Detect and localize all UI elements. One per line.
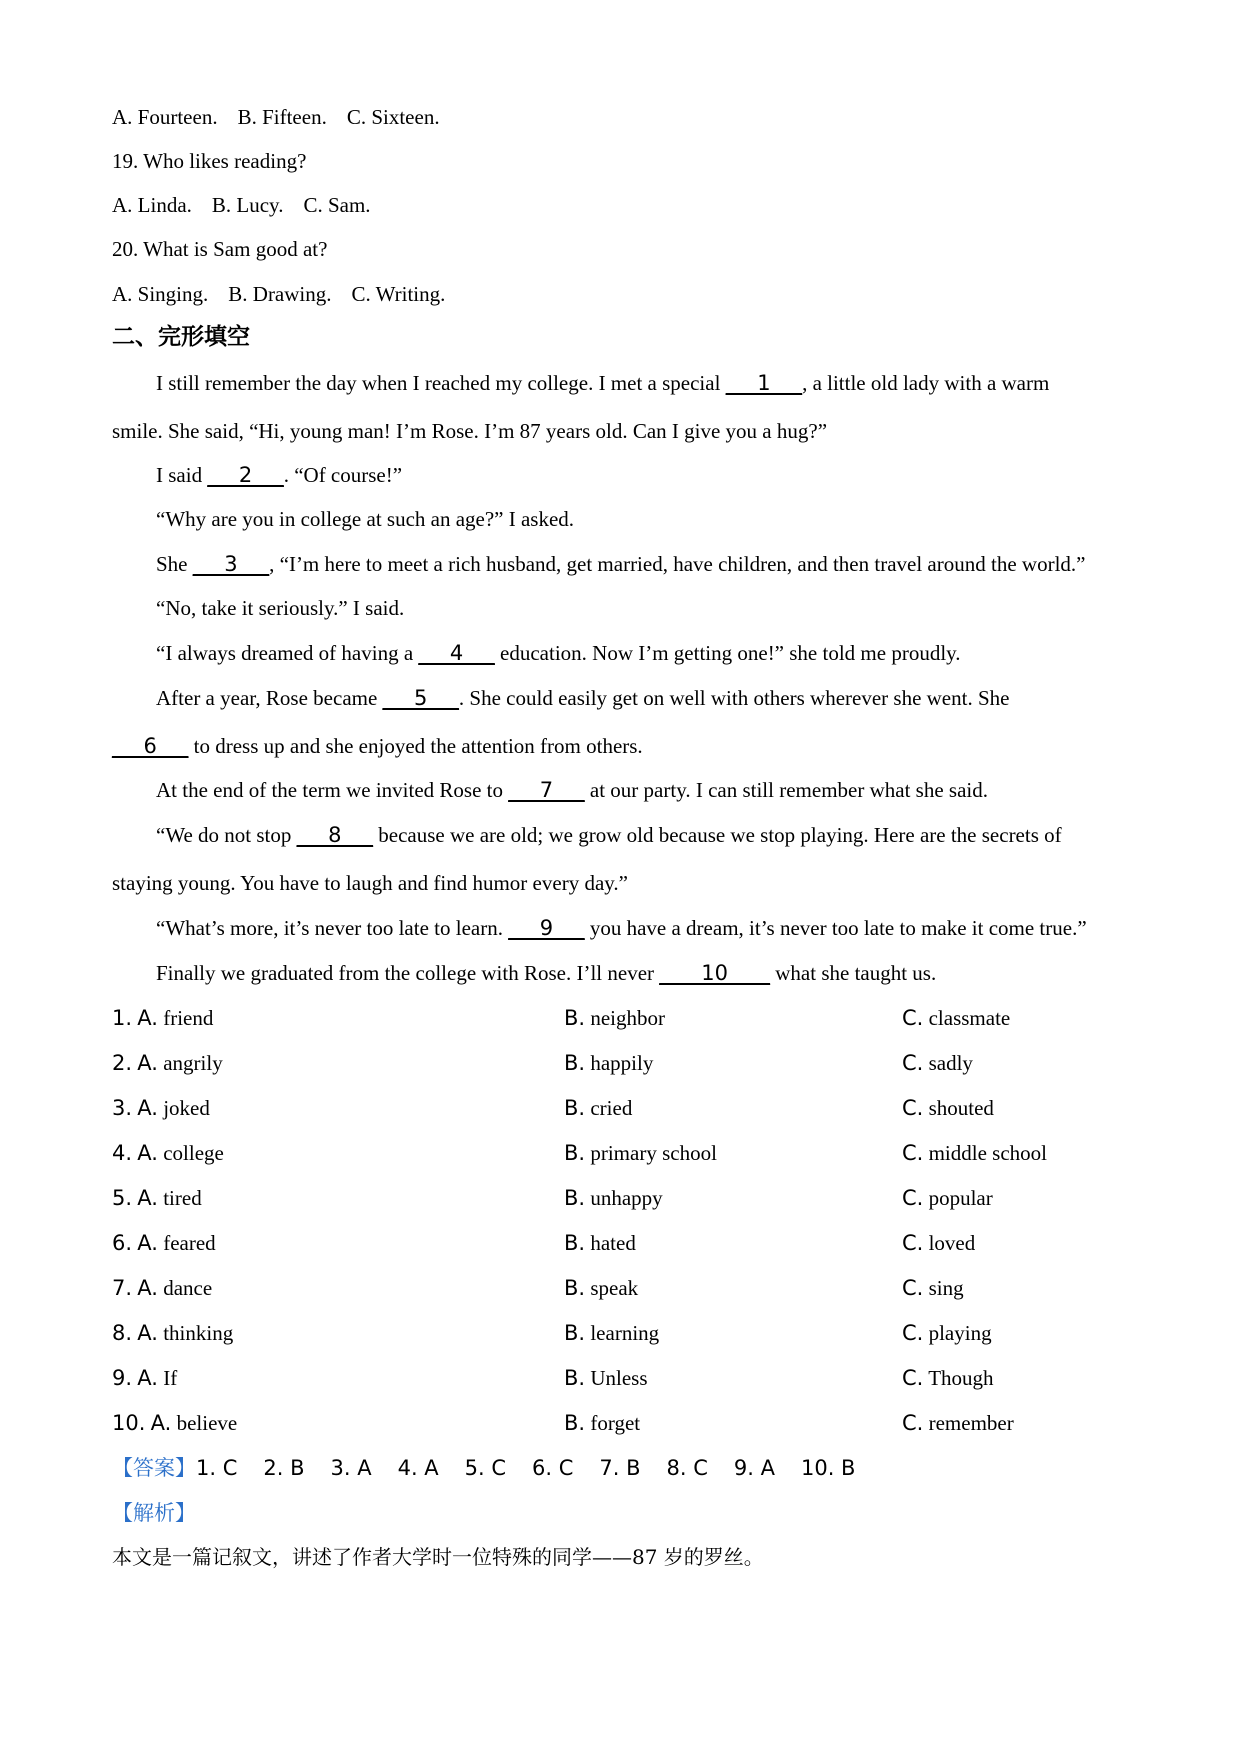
option: A. Linda. [112, 193, 192, 217]
option: C. Sixteen. [346, 105, 440, 129]
choice-row: 6. A. feared B. hated C. loved [112, 1231, 976, 1255]
choice-row: 4. A. college B. primary school C. middle school [112, 1141, 1047, 1165]
analysis-line [112, 1500, 196, 1526]
option: B. Lucy. [211, 193, 284, 217]
option: C. Sam. [303, 193, 371, 217]
blank-5: ___5___ [382, 686, 459, 710]
passage-line: smile. She said, “Hi, young man! I’m Rose. I’m 87 years old. Can I give you a hug?” [112, 419, 828, 443]
choice-row: 1. A. friend B. neighbor C. classmate [112, 1006, 1011, 1030]
blank-6: ___6___ [112, 734, 189, 758]
passage-line: “Why are you in college at such an age?” I asked. [156, 507, 575, 531]
blank-7: ___7___ [508, 778, 585, 802]
blank-2: ___2___ [207, 463, 284, 487]
choice-row: 7. A. dance B. speak C. sing [112, 1276, 964, 1300]
question-line: 19. Who likes reading? [112, 149, 307, 173]
passage-line: “No, take it seriously.” I said. [156, 596, 405, 620]
choice-row: 8. A. thinking B. learning C. playing [112, 1321, 992, 1345]
option: A. Fourteen. [112, 105, 218, 129]
analysis-label: 【解析】 [112, 1501, 196, 1525]
passage-line: staying young. You have to laugh and find humor every day.” [112, 871, 628, 895]
answer-line: 【答案】1. C 2. B 3. A 4. A 5. C 6. C 7. B 8. C 9. A 10. B [112, 1456, 856, 1480]
blank-9: ___9___ [508, 916, 585, 940]
choice-row: 3. A. joked B. cried C. shouted [112, 1096, 994, 1120]
blank-10: ____10____ [659, 961, 770, 985]
question-line: 20. What is Sam good at? [112, 237, 328, 261]
passage-line: She ___3___, “I’m here to meet a rich husband, get married, have children, and then travel around the world.” [156, 552, 1086, 576]
section-heading: 二、完形填空 [112, 324, 250, 350]
blank-1: ___1___ [725, 371, 803, 395]
choice-row: 9. A. If B. Unless C. Though [112, 1366, 994, 1390]
options-line [112, 281, 445, 307]
passage-line: Finally we graduated from the college with Rose. I’ll never ____10____ what she taught us. [156, 961, 937, 985]
options-line [112, 192, 371, 218]
answer-label: 【答案】 [112, 1456, 196, 1480]
passage-line: At the end of the term we invited Rose to ___7___ at our party. I can still remember what she said. [156, 778, 988, 802]
choice-row: 2. A. angrily B. happily C. sadly [112, 1051, 973, 1075]
option: B. Fifteen. [237, 105, 327, 129]
option: B. Drawing. [228, 282, 332, 306]
choice-row: 5. A. tired B. unhappy C. popular [112, 1186, 993, 1210]
blank-4: ___4___ [418, 641, 495, 665]
option: A. Singing. [112, 282, 209, 306]
passage-line: “What’s more, it’s never too late to learn. ___9___ you have a dream, it’s never too late to make it come true.” [156, 916, 1087, 940]
passage-line: “I always dreamed of having a ___4___ education. Now I’m getting one!” she told me proudly. [156, 641, 961, 665]
analysis-text: 本文是一篇记叙文，讲述了作者大学时一位特殊的同学——87 岁的罗丝。 [112, 1545, 764, 1569]
blank-3: ___3___ [192, 552, 270, 576]
passage-line: I still remember the day when I reached my college. I met a special ___1___, a little old lady with a warm [156, 371, 1050, 395]
options-line [112, 104, 440, 130]
passage-line: ___6___ to dress up and she enjoyed the attention from others. [112, 734, 643, 758]
blank-8: ___8___ [296, 823, 373, 847]
passage-line: I said ___2___. “Of course!” [156, 463, 403, 487]
passage-line: “We do not stop ___8___ because we are old; we grow old because we stop playing. Here are the secrets of [156, 823, 1062, 847]
choice-row: 10. A. believe B. forget C. remember [112, 1411, 1014, 1435]
passage-line: After a year, Rose became ___5___. She could easily get on well with others wherever she went. She [156, 686, 1010, 710]
option: C. Writing. [351, 282, 446, 306]
